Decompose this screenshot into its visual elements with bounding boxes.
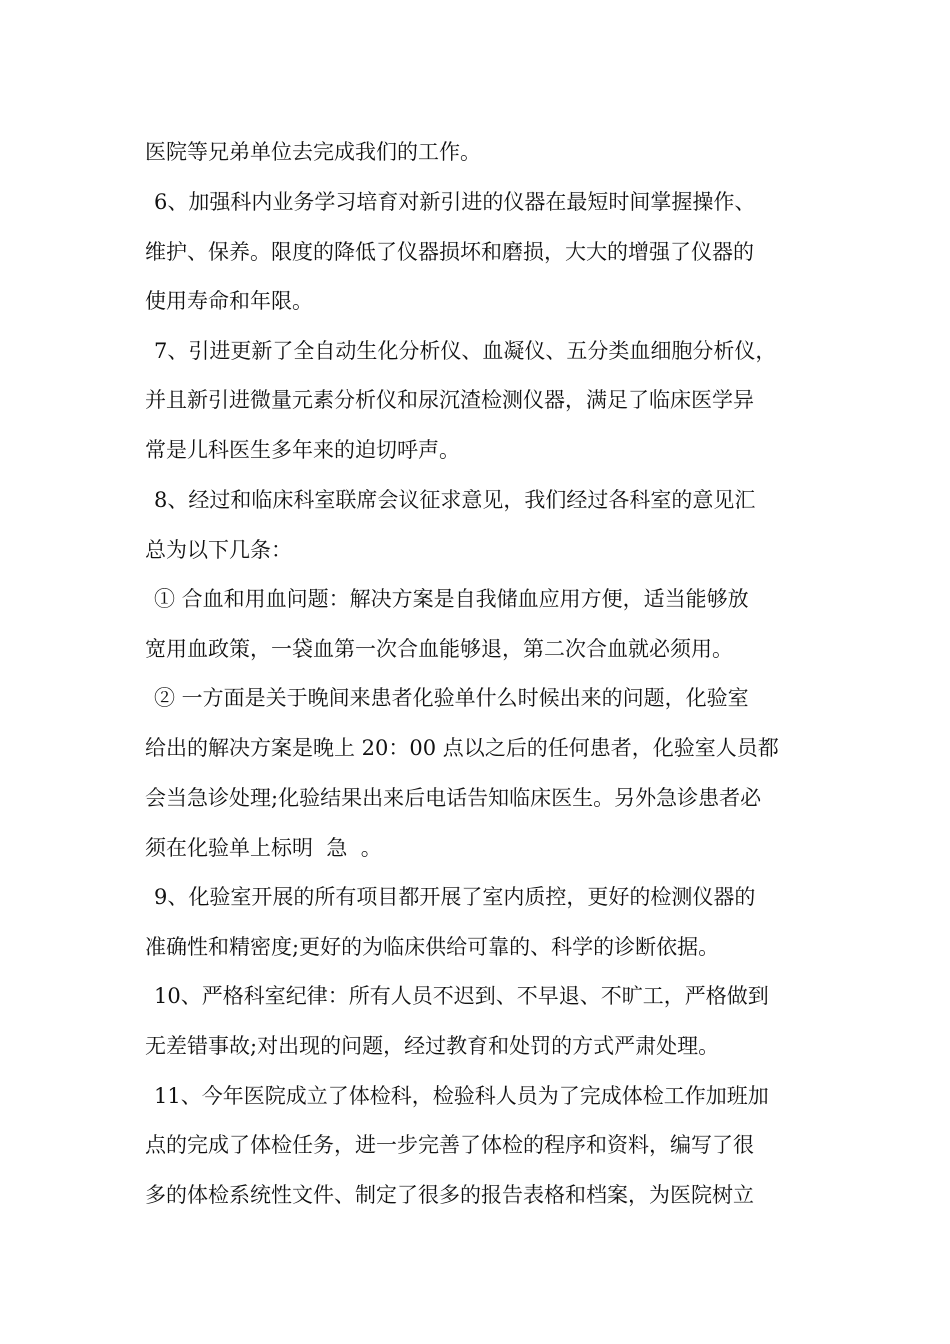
item-1-line-1: ① 合血和用血问题：解决方案是自我储血应用方便，适当能够放	[154, 587, 749, 611]
paragraph-10-line-1: 10、严格科室纪律：所有人员不迟到、不早退、不旷工，严格做到	[154, 984, 769, 1008]
paragraph-10-line-2: 无差错事故;对出现的问题，经过教育和处罚的方式严肃处理。	[145, 1034, 720, 1058]
paragraph-7-line-3: 常是儿科医生多年来的迫切呼声。	[145, 438, 460, 462]
paragraph-6-line-2: 维护、保养。限度的降低了仪器损坏和磨损，大大的增强了仪器的	[145, 240, 754, 264]
paragraph-11-line-3: 多的体检系统性文件、制定了很多的报告表格和档案，为医院树立	[145, 1183, 754, 1207]
paragraph-9-line-2: 准确性和精密度;更好的为临床供给可靠的、科学的诊断依据。	[145, 935, 720, 959]
paragraph-9-line-1: 9、化验室开展的所有项目都开展了室内质控，更好的检测仪器的	[154, 885, 756, 909]
paragraph-6-line-1: 6、加强科内业务学习培育对新引进的仪器在最短时间掌握操作、	[154, 190, 756, 214]
text-line: 医院等兄弟单位去完成我们的工作。	[145, 140, 481, 164]
paragraph-7-line-1: 7、引进更新了全自动生化分析仪、血凝仪、五分类血细胞分析仪，	[154, 339, 777, 363]
paragraph-11-line-2: 点的完成了体检任务，进一步完善了体检的程序和资料，编写了很	[145, 1133, 754, 1157]
paragraph-8-line-1: 8、经过和临床科室联席会议征求意见，我们经过各科室的意见汇	[154, 488, 756, 512]
paragraph-8-line-2: 总为以下几条：	[145, 538, 292, 562]
paragraph-11-line-1: 11、今年医院成立了体检科，检验科人员为了完成体检工作加班加	[154, 1084, 769, 1108]
item-2-line-4: 须在化验单上标明 急 。	[145, 836, 382, 860]
item-2-line-1: ② 一方面是关于晚间来患者化验单什么时候出来的问题，化验室	[154, 686, 749, 710]
item-1-line-2: 宽用血政策，一袋血第一次合血能够退，第二次合血就必须用。	[145, 637, 733, 661]
item-2-line-2: 给出的解决方案是晚上 20：00 点以之后的任何患者，化验室人员都	[145, 736, 779, 760]
paragraph-7-line-2: 并且新引进微量元素分析仪和尿沉渣检测仪器，满足了临床医学异	[145, 388, 754, 412]
paragraph-6-line-3: 使用寿命和年限。	[145, 289, 313, 313]
item-2-line-3: 会当急诊处理;化验结果出来后电话告知临床医生。另外急诊患者必	[145, 786, 762, 810]
